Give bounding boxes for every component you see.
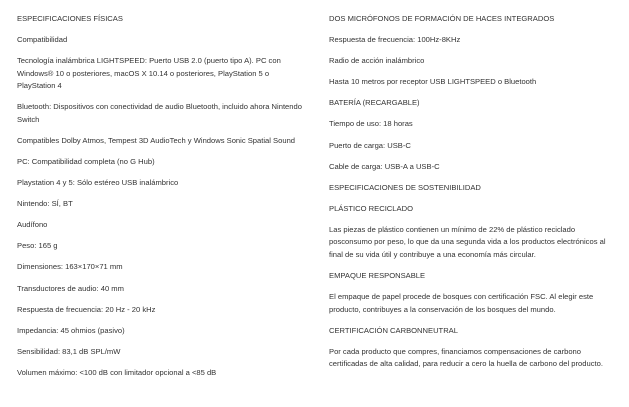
- spec-nintendo: Nintendo: SÍ, BT: [17, 199, 73, 209]
- spec-mic-frequency-response: Respuesta de frecuencia: 100Hz-8KHz: [329, 35, 461, 45]
- section-heading-battery: BATERÍA (RECARGABLE): [329, 98, 420, 108]
- subheading-compatibility: Compatibilidad: [17, 35, 68, 45]
- subheading-wireless-range: Radio de acción inalámbrico: [329, 56, 425, 66]
- spec-battery-life: Tiempo de uso: 18 horas: [329, 119, 413, 129]
- spec-charging-cable: Cable de carga: USB-A a USB-C: [329, 161, 440, 171]
- spec-drivers: Transductores de audio: 40 mm: [17, 283, 124, 293]
- spec-bluetooth: Bluetooth: Dispositivos con conectividad de audio Bluetooth, incluido ahora Nintendo Switch: [17, 102, 302, 124]
- spec-sensitivity: Sensibilidad: 83,1 dB SPL/mW: [17, 346, 121, 356]
- physical-specs-column: [17, 13, 307, 388]
- subheading-headset: Audífono: [17, 220, 48, 230]
- text-recycled-plastic: Las piezas de plástico contienen un mínimo de 22% de plástico reciclado posconsumo por peso, lo que da una segunda vida a los productos electrónicos al final de su vida útil y contribuye a una economía más circular.: [329, 224, 606, 259]
- spec-impedance: Impedancia: 45 ohmios (pasivo): [17, 325, 125, 335]
- spec-lightspeed: Tecnología inalámbrica LIGHTSPEED: Puerto USB 2.0 (puerto tipo A). PC con Windows® 10 o posteriores, macOS X 10.14 o posteriores, PlayStation 5 o PlayStation 4: [17, 56, 281, 91]
- section-heading-microphones: DOS MICRÓFONOS DE FORMACIÓN DE HACES INTEGRADOS: [329, 14, 555, 23]
- spec-playstation: Playstation 4 y 5: Sólo estéreo USB inalámbrico: [17, 178, 179, 188]
- text-responsible-packaging: El empaque de papel procede de bosques con certificación FSC. Al elegir este producto, contribuyes a la conservación de los bosques del mundo.: [329, 292, 594, 314]
- spec-pc: PC: Compatibilidad completa (no G Hub): [17, 156, 155, 166]
- text-carbon-neutral: Por cada producto que compres, financiamos compensaciones de carbono certificadas de alta calidad, para reducir a cero la huella de carbono del producto.: [329, 346, 603, 369]
- section-heading-physical-specs: ESPECIFICACIONES FÍSICAS: [17, 14, 123, 23]
- subheading-recycled-plastic: PLÁSTICO RECICLADO: [329, 203, 413, 213]
- section-heading-sustainability: ESPECIFICACIONES DE SOSTENIBILIDAD: [329, 182, 481, 192]
- spec-charging-port: Puerto de carga: USB-C: [329, 140, 411, 150]
- spec-weight: Peso: 165 g: [17, 241, 58, 251]
- spec-max-volume: Volumen máximo: <100 dB con limitador opcional a <85 dB: [17, 367, 217, 377]
- spec-dimensions: Dimensiones: 163×170×71 mm: [17, 262, 123, 272]
- spec-wireless-range: Hasta 10 metros por receptor USB LIGHTSPEED o Bluetooth: [329, 77, 537, 87]
- mic-battery-sustainability-column: [329, 13, 619, 379]
- spec-spatial-sound: Compatibles Dolby Atmos, Tempest 3D AudioTech y Windows Sonic Spatial Sound: [17, 135, 296, 145]
- subheading-carbon-neutral: CERTIFICACIÓN CARBONNEUTRAL: [329, 325, 458, 335]
- spec-frequency-response: Respuesta de frecuencia: 20 Hz - 20 kHz: [17, 304, 156, 314]
- subheading-responsible-packaging: EMPAQUE RESPONSABLE: [329, 271, 426, 281]
